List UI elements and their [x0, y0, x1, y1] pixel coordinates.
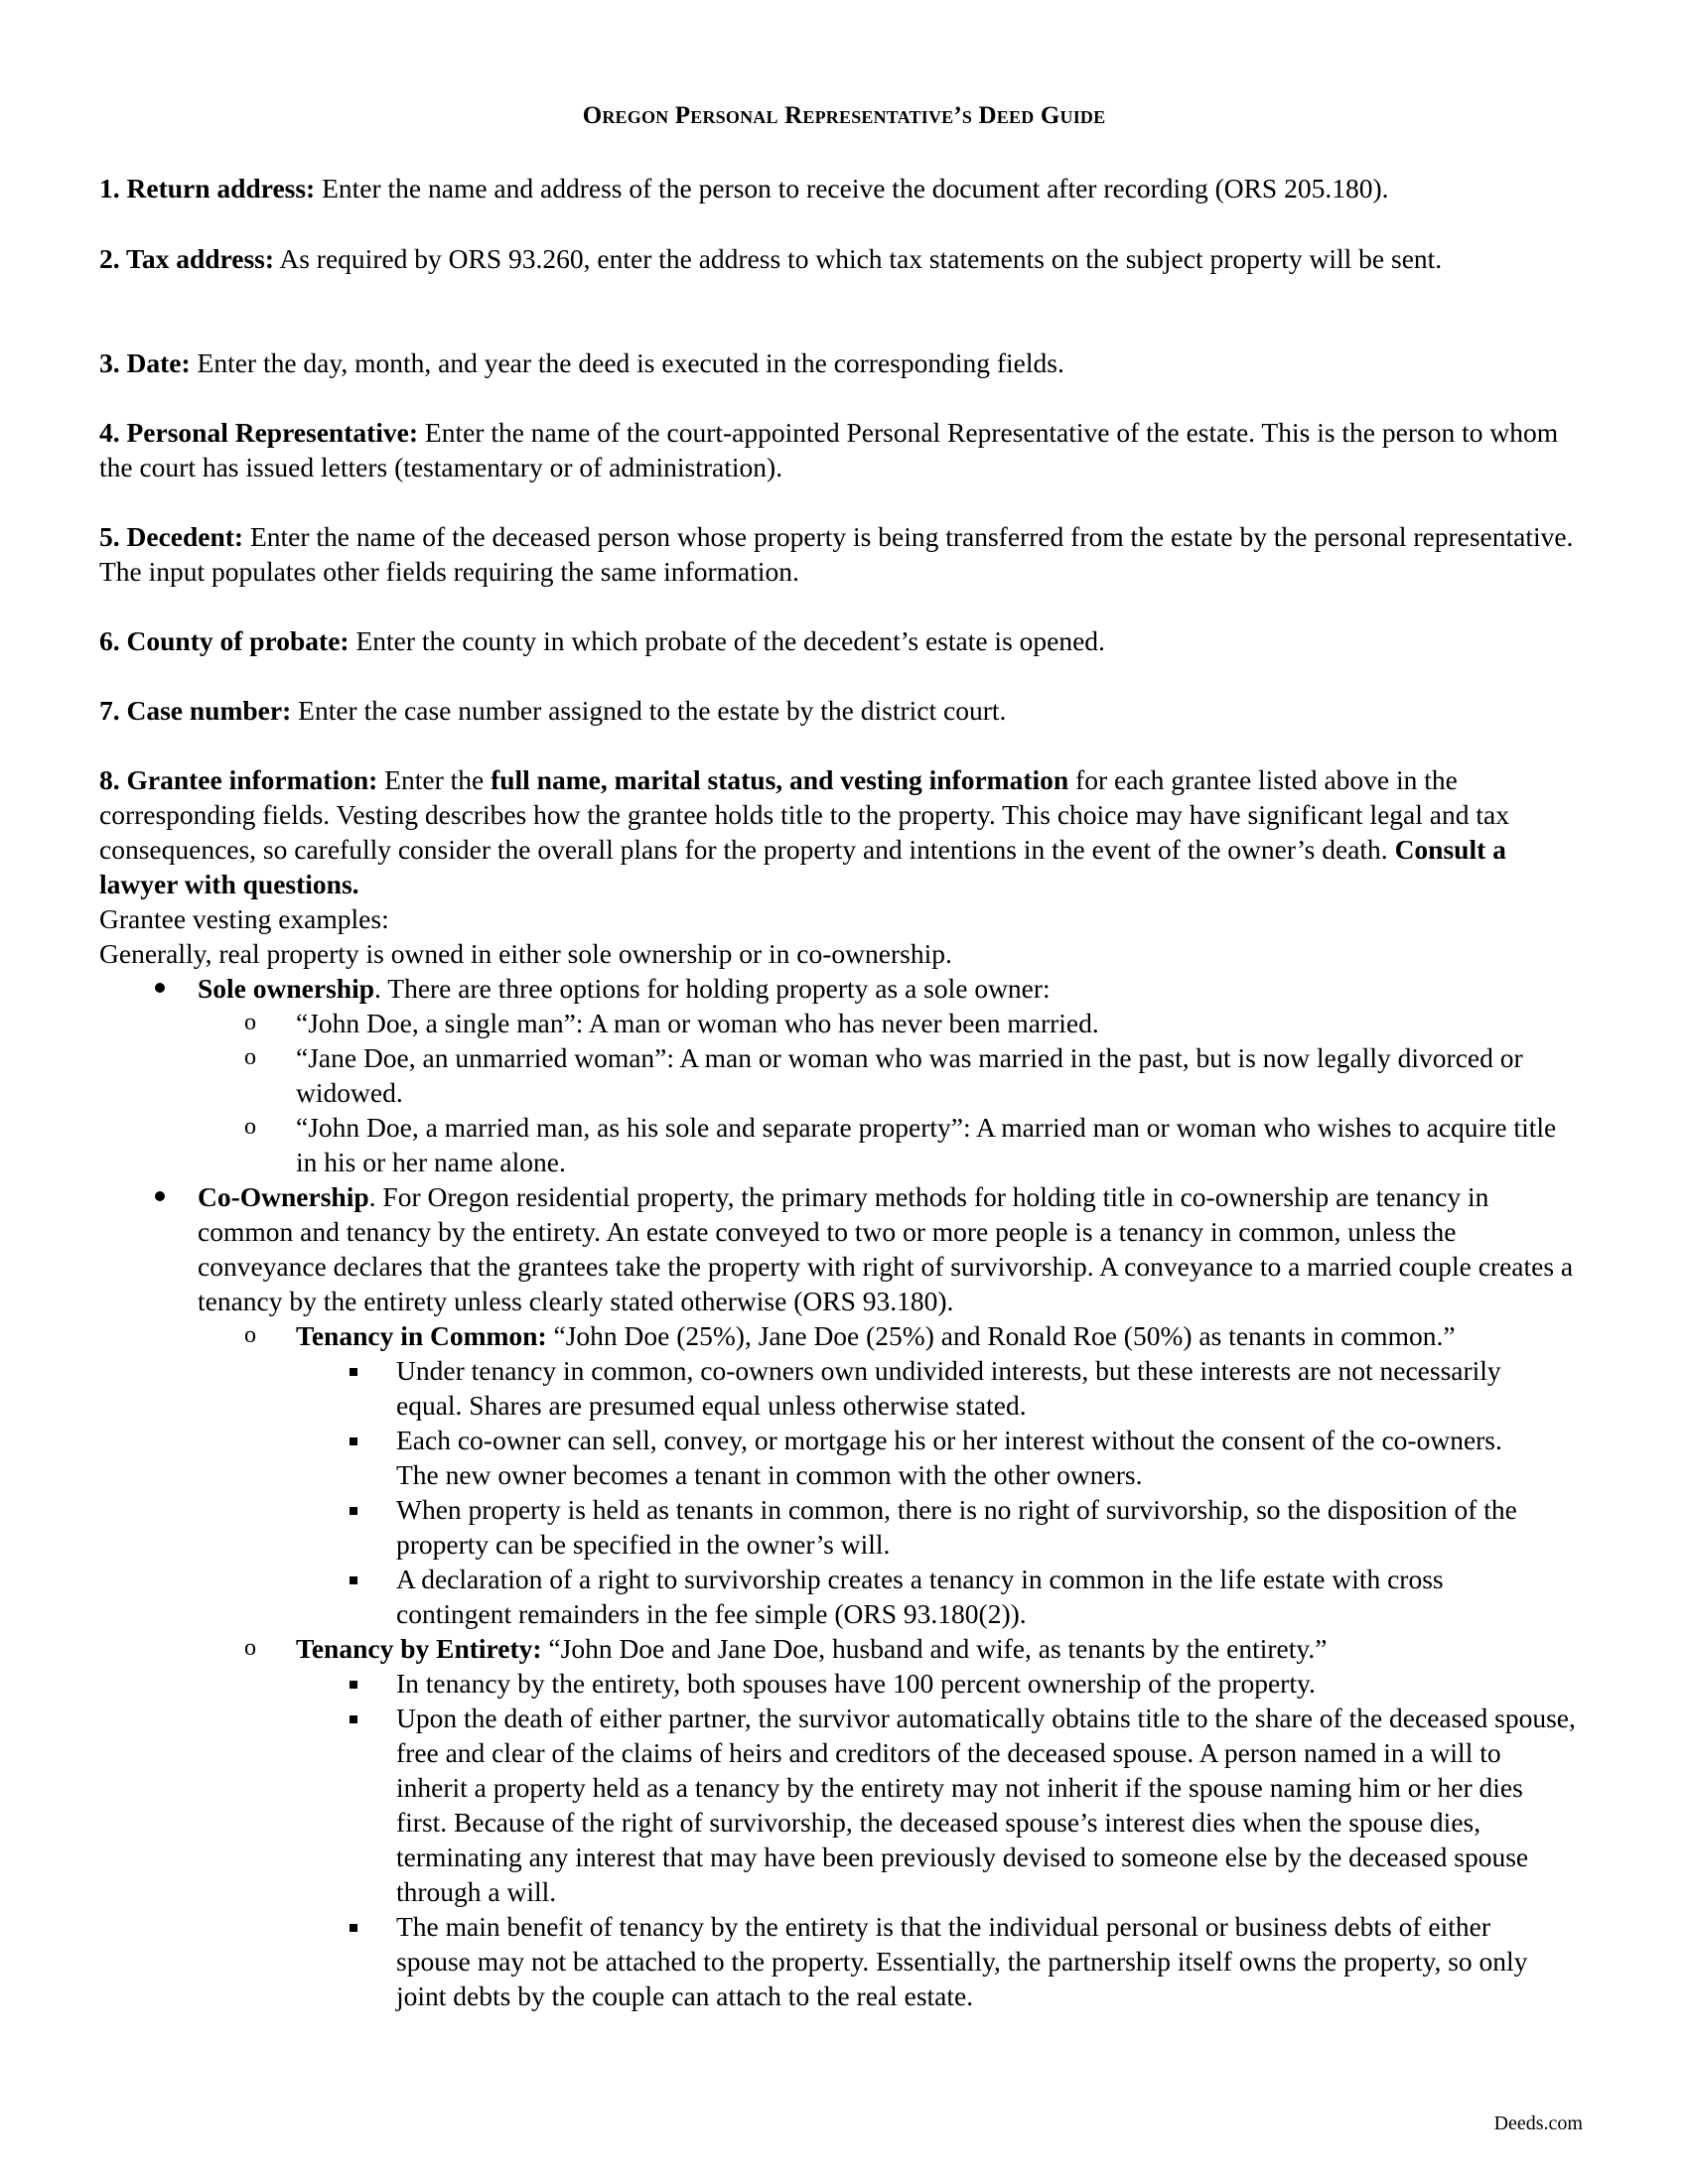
square-bullet-icon	[350, 1507, 357, 1515]
tenancy-in-common-label: Tenancy in Common:	[296, 1320, 547, 1351]
item-personal-representative	[99, 415, 1589, 484]
bullet-dot-icon	[155, 983, 165, 993]
circle-bullet-icon: o	[244, 1010, 256, 1035]
item-label: 2. Tax address:	[99, 243, 275, 274]
sole-option: “Jane Doe, an unmarried woman”: A man or woman who was married in the past, but is now legally divorced or widowed.	[296, 1042, 1523, 1108]
item-tax-address	[99, 241, 1589, 276]
item-text: As required by ORS 93.260, enter the address to which tax statements on the subject property will be sent.	[274, 243, 1443, 274]
tbe-point: The main benefit of tenancy by the entirety is that the individual personal or business debts of either spouse may not be attached to the property. Essentially, the partnership itself owns the property, so only joint debts by the couple can attach to the real estate.	[396, 1911, 1528, 2011]
item-text: Enter the name of the court-appointed Personal Representative of the estate. This is the person to whom the court has issued letters (testamentary or of administration).	[99, 417, 1559, 482]
tenancy-in-common-text: “John Doe (25%), Jane Doe (25%) and Ronald Roe (50%) as tenants in common.”	[546, 1320, 1456, 1351]
item-grantee-information	[99, 762, 1589, 901]
item-label: 7. Case number:	[99, 695, 292, 726]
item-label: 6. County of probate:	[99, 625, 350, 656]
item-text: Enter the name of the deceased person whose property is being transferred from the estate by the personal representative. The input populates other fields requiring the same information.	[99, 521, 1574, 587]
item-text: Enter the	[377, 764, 492, 795]
sole-ownership-label: Sole ownership	[198, 973, 375, 1004]
square-bullet-icon	[350, 1437, 357, 1445]
vesting-heading: Grantee vesting examples:	[99, 903, 389, 934]
circle-bullet-icon: o	[244, 1322, 256, 1348]
item-text: for each grantee listed above in the corresponding fields. Vesting describes how the grantee holds title to the property. This choice may have significant legal and tax consequences, so carefully consider the overall plans for the property and intentions in the event of the owner’s death.	[99, 764, 1509, 865]
item-text: Enter the name and address of the person to receive the document after recording (ORS 205.180).	[315, 173, 1389, 204]
vesting-intro: Generally, real property is owned in either sole ownership or in co-ownership.	[99, 938, 952, 969]
item-emphasis: full name, marital status, and vesting information	[491, 764, 1069, 795]
sole-ownership-text: . There are three options for holding property as a sole owner:	[374, 973, 1051, 1004]
tbe-point: Upon the death of either partner, the survivor automatically obtains title to the share of the deceased spouse, free and clear of the claims of heirs and creditors of the deceased spouse. A person named in a will to inherit a property held as a tenancy by the entirety may not inherit if the spouse naming him or her dies first. Because of the right of survivorship, the deceased spouse’s interest dies when the spouse dies, terminating any interest that may have been previously devised to someone else by the deceased spouse through a will.	[396, 1703, 1576, 1907]
tic-point: When property is held as tenants in common, there is no right of survivorship, so the disposition of the property can be specified in the owner’s will.	[396, 1494, 1517, 1560]
item-decedent	[99, 519, 1589, 589]
co-ownership-item	[198, 1179, 1588, 1318]
item-text: Enter the day, month, and year the deed is executed in the corresponding fields.	[190, 347, 1064, 378]
item-emphasis: Consult a lawyer with questions.	[99, 834, 1506, 899]
item-label: 1. Return address:	[99, 173, 316, 204]
item-date	[99, 345, 1589, 380]
circle-bullet-icon: o	[244, 1114, 256, 1140]
item-case-number	[99, 693, 1589, 728]
footer-brand: Deeds.com	[1493, 2113, 1583, 2134]
circle-bullet-icon: o	[244, 1635, 256, 1661]
square-bullet-icon	[350, 1715, 357, 1723]
bullet-dot-icon	[155, 1191, 165, 1201]
square-bullet-icon	[350, 1924, 357, 1932]
square-bullet-icon	[350, 1576, 357, 1584]
tenancy-by-entirety-text: “John Doe and Jane Doe, husband and wife, as tenants by the entirety.”	[541, 1633, 1328, 1664]
item-label: 3. Date:	[99, 347, 191, 378]
sole-option: “John Doe, a married man, as his sole and separate property”: A married man or woman who wishes to acquire title in his or her name alone.	[296, 1112, 1557, 1177]
square-bullet-icon	[350, 1368, 357, 1376]
sole-option: “John Doe, a single man”: A man or woman who has never been married.	[296, 1008, 1099, 1038]
sole-ownership-item	[198, 971, 1568, 1006]
tenancy-by-entirety	[296, 1631, 1587, 1666]
tic-point: A declaration of a right to survivorship creates a tenancy in common in the life estate with cross contingent remainders in the fee simple (ORS 93.180(2)).	[396, 1564, 1444, 1629]
tic-point: Each co-owner can sell, convey, or mortgage his or her interest without the consent of the co-owners. The new owner becomes a tenant in common with the other owners.	[396, 1425, 1502, 1490]
item-label: 8. Grantee information:	[99, 764, 378, 795]
item-text: Enter the county in which probate of the decedent’s estate is opened.	[349, 625, 1105, 656]
tbe-point: In tenancy by the entirety, both spouses have 100 percent ownership of the property.	[396, 1668, 1316, 1699]
item-county-of-probate	[99, 623, 1589, 658]
tic-point: Under tenancy in common, co-owners own undivided interests, but these interests are not necessarily equal. Shares are presumed equal unless otherwise stated.	[396, 1355, 1501, 1421]
item-return-address	[99, 171, 1589, 205]
tenancy-by-entirety-label: Tenancy by Entirety:	[296, 1633, 542, 1664]
item-label: 4. Personal Representative:	[99, 417, 419, 448]
tenancy-in-common	[296, 1318, 1587, 1353]
item-text: Enter the case number assigned to the estate by the district court.	[291, 695, 1007, 726]
co-ownership-label: Co-Ownership	[198, 1181, 369, 1212]
square-bullet-icon	[350, 1681, 357, 1689]
co-ownership-text: . For Oregon residential property, the primary methods for holding title in co-ownership are tenancy in common and tenancy by the entirety. An estate conveyed to two or more people is a tenancy in common, unless the conveyance declares that the grantees take the property with right of survivorship. A conveyance to a married couple creates a tenancy by the entirety unless clearly stated otherwise (ORS 93.180).	[198, 1181, 1574, 1316]
circle-bullet-icon: o	[244, 1044, 256, 1070]
page-title: Oregon Personal Representative’s Deed Guide	[582, 102, 1106, 129]
item-label: 5. Decedent:	[99, 521, 244, 552]
